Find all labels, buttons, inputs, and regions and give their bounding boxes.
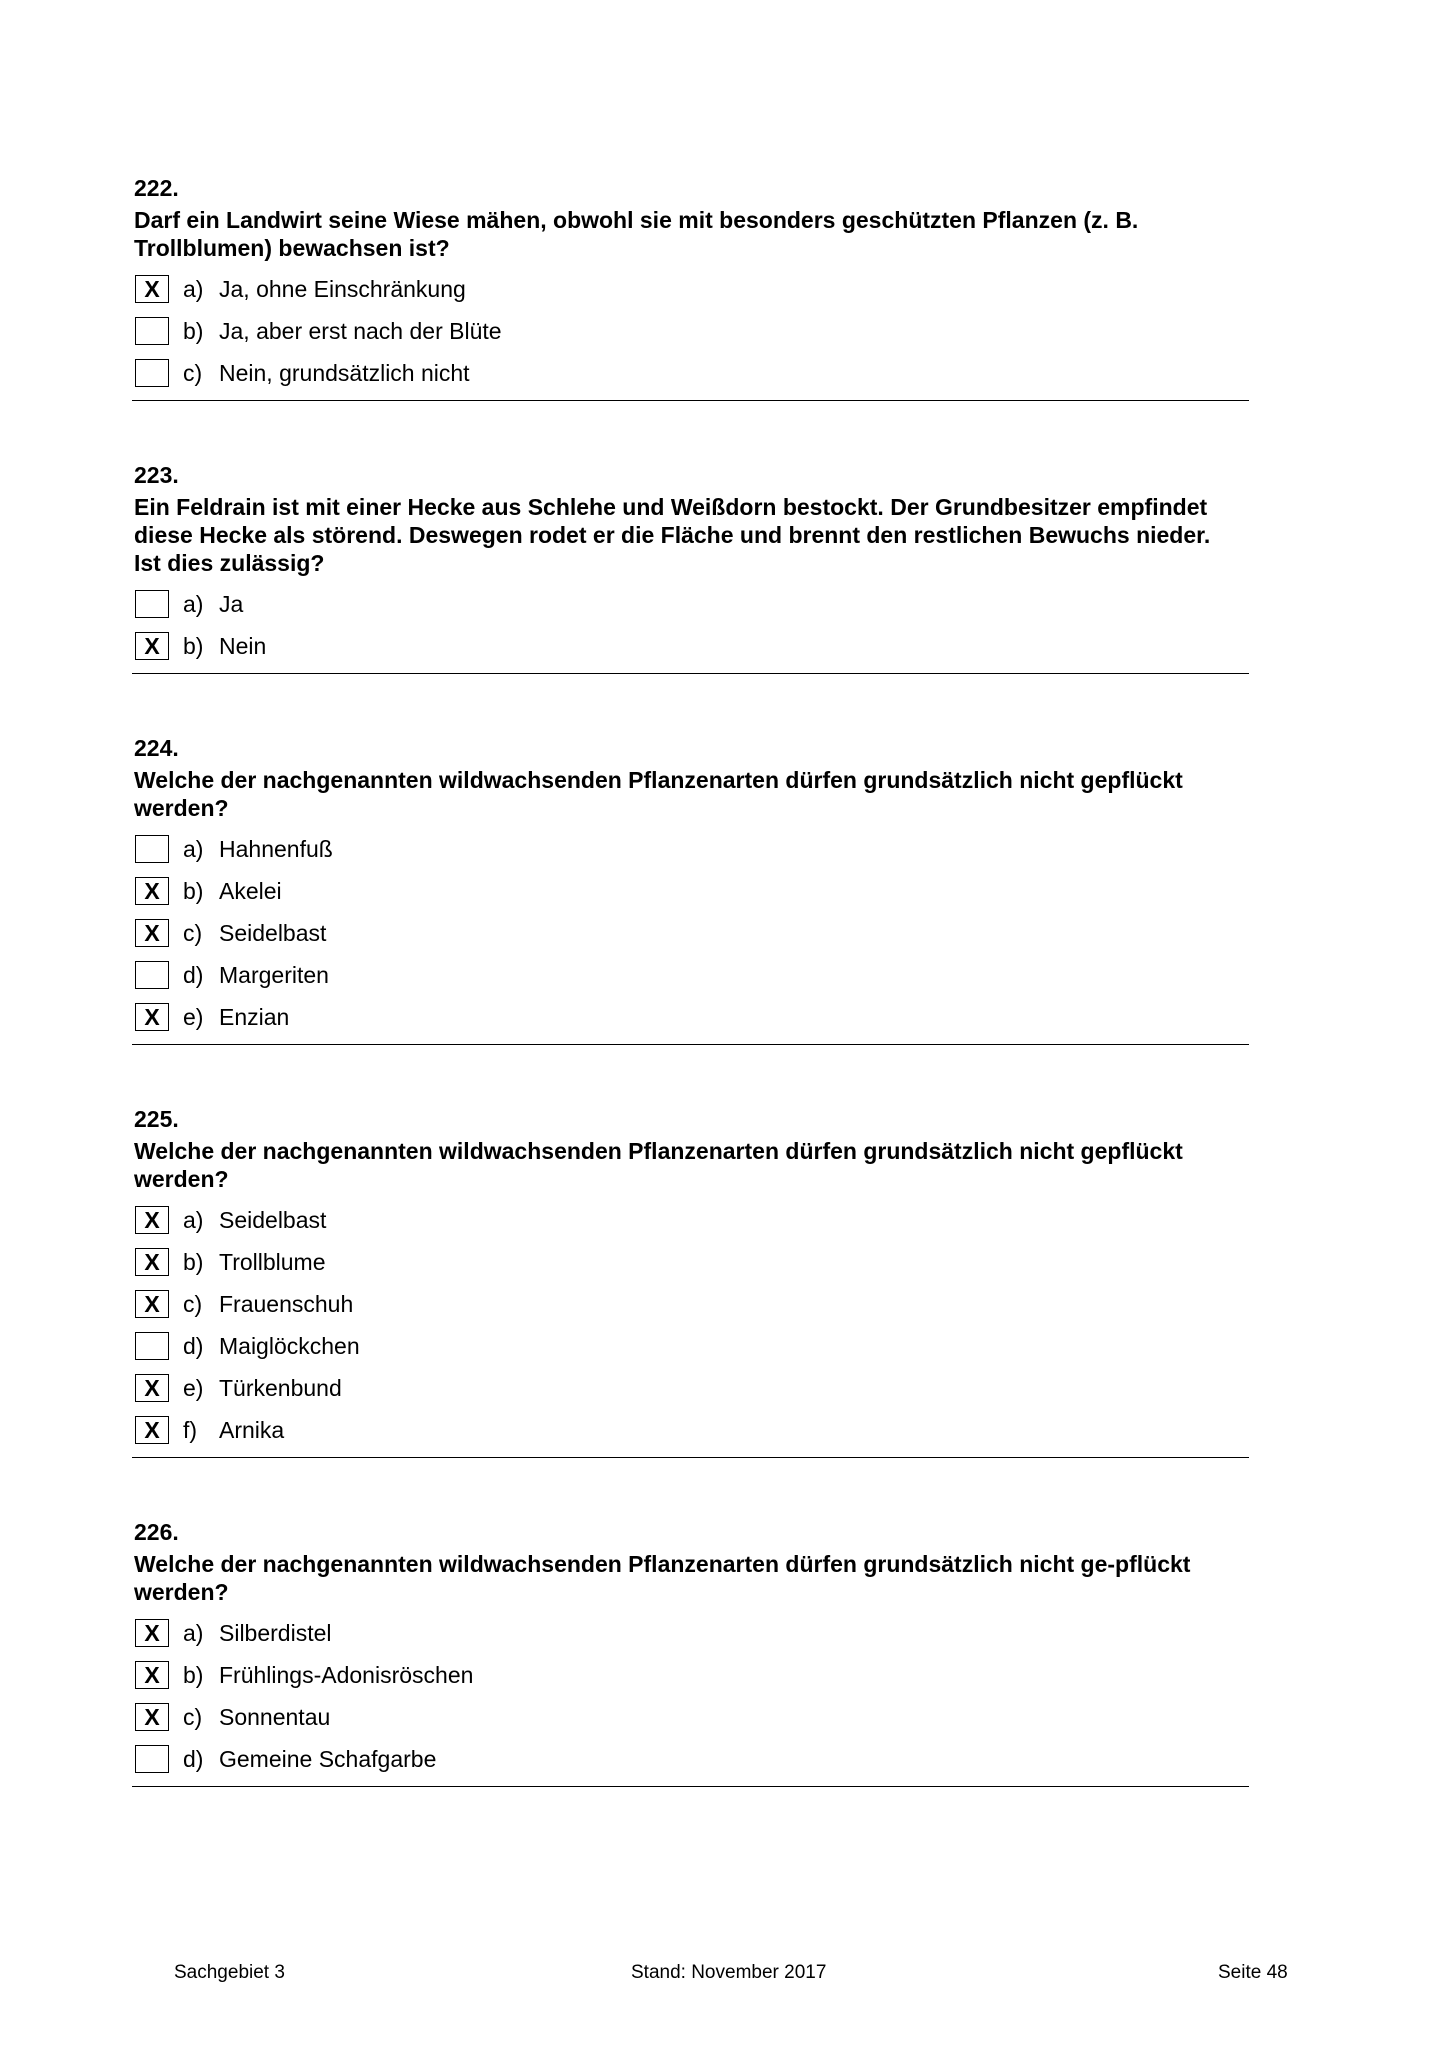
option-text: Sonnentau (219, 1703, 331, 1730)
option-text: Enzian (219, 1003, 290, 1030)
answer-option (132, 1738, 1249, 1780)
answer-option (132, 625, 1249, 667)
answer-option (132, 352, 1249, 394)
option-letter: b) (183, 1248, 204, 1275)
answer-option (132, 268, 1249, 310)
option-text: Silberdistel (219, 1619, 332, 1646)
option-letter: a) (183, 275, 204, 302)
option-letter: b) (183, 877, 204, 904)
answer-option (132, 1367, 1249, 1409)
option-letter: d) (183, 1332, 204, 1359)
answer-option (132, 583, 1249, 625)
question-text: Welche der nachgenannten wildwachsenden Pflanzenarten dürfen grundsätzlich nicht ge-pflückt werden? (134, 1551, 1191, 1605)
answer-option (132, 1654, 1249, 1696)
option-letter: e) (183, 1374, 204, 1401)
answer-checkbox[interactable] (135, 590, 169, 618)
answer-option (132, 1612, 1249, 1654)
answer-checkbox[interactable]: X (135, 1003, 169, 1031)
option-text: Frühlings-Adonisröschen (219, 1661, 474, 1688)
option-text: Seidelbast (219, 1206, 327, 1233)
option-letter: c) (183, 359, 203, 386)
question-text: Darf ein Landwirt seine Wiese mähen, obwohl sie mit besonders geschützten Pflanzen (z. B. Trollblumen) bewachsen ist? (134, 207, 1139, 261)
option-letter: b) (183, 317, 204, 344)
answer-option (132, 310, 1249, 352)
answer-option (132, 870, 1249, 912)
answer-option (132, 1199, 1249, 1241)
answer-checkbox[interactable]: X (135, 919, 169, 947)
question-text: Welche der nachgenannten wildwachsenden Pflanzenarten dürfen grundsätzlich nicht gepflückt werden? (134, 767, 1183, 821)
option-text: Margeriten (219, 961, 329, 988)
answer-checkbox[interactable]: X (135, 1416, 169, 1444)
question-block (132, 1518, 1249, 1787)
answer-checkbox[interactable]: X (135, 877, 169, 905)
question-number: 224. (134, 735, 179, 761)
answer-checkbox[interactable]: X (135, 1206, 169, 1234)
option-text: Trollblume (219, 1248, 326, 1275)
option-text: Seidelbast (219, 919, 327, 946)
footer-page-number: Seite 48 (1218, 1962, 1288, 1983)
question-number: 225. (134, 1106, 179, 1132)
answer-checkbox[interactable]: X (135, 1661, 169, 1689)
option-letter: c) (183, 919, 203, 946)
footer-date: Stand: November 2017 (631, 1962, 827, 1983)
question-block (132, 1105, 1249, 1458)
option-text: Akelei (219, 877, 282, 904)
option-letter: a) (183, 835, 204, 862)
question-block (132, 461, 1249, 674)
option-letter: f) (183, 1416, 198, 1443)
footer-section: Sachgebiet 3 (174, 1962, 285, 1983)
question-list (132, 168, 1249, 1847)
answer-checkbox[interactable]: X (135, 1248, 169, 1276)
option-letter: a) (183, 590, 204, 617)
answer-option (132, 1409, 1249, 1451)
option-text: Ja, ohne Einschränkung (219, 275, 466, 302)
option-letter: c) (183, 1290, 203, 1317)
answer-checkbox[interactable] (135, 1745, 169, 1773)
option-letter: e) (183, 1003, 204, 1030)
answer-option (132, 1283, 1249, 1325)
option-letter: b) (183, 1661, 204, 1688)
question-text: Ein Feldrain ist mit einer Hecke aus Schlehe und Weißdorn bestockt. Der Grundbesitzer empfindet diese Hecke als störend. Deswegen rodet er die Fläche und brennt den restlichen Bewuchs nieder. Ist dies zulässig? (134, 494, 1211, 576)
question-text: Welche der nachgenannten wildwachsenden Pflanzenarten dürfen grundsätzlich nicht gepflückt werden? (134, 1138, 1183, 1192)
question-number: 222. (134, 175, 179, 201)
option-text: Nein, grundsätzlich nicht (219, 359, 470, 386)
option-text: Ja (219, 590, 244, 617)
question-number: 223. (134, 462, 179, 488)
question-block (132, 174, 1249, 401)
answer-option (132, 1241, 1249, 1283)
option-text: Frauenschuh (219, 1290, 354, 1317)
answer-option (132, 954, 1249, 996)
answer-checkbox[interactable]: X (135, 1290, 169, 1318)
answer-option (132, 1325, 1249, 1367)
answer-checkbox[interactable]: X (135, 1619, 169, 1647)
option-text: Ja, aber erst nach der Blüte (219, 317, 502, 344)
answer-option (132, 1696, 1249, 1738)
answer-checkbox[interactable] (135, 359, 169, 387)
answer-option (132, 996, 1249, 1038)
answer-checkbox[interactable] (135, 961, 169, 989)
answer-option (132, 828, 1249, 870)
answer-checkbox[interactable]: X (135, 275, 169, 303)
answer-checkbox[interactable] (135, 835, 169, 863)
question-block (132, 734, 1249, 1045)
answer-checkbox[interactable]: X (135, 632, 169, 660)
answer-checkbox[interactable] (135, 1332, 169, 1360)
answer-checkbox[interactable]: X (135, 1703, 169, 1731)
option-letter: c) (183, 1703, 203, 1730)
option-letter: a) (183, 1619, 204, 1646)
option-text: Gemeine Schafgarbe (219, 1745, 437, 1772)
answer-checkbox[interactable] (135, 317, 169, 345)
option-text: Hahnenfuß (219, 835, 333, 862)
option-text: Maiglöckchen (219, 1332, 360, 1359)
option-letter: d) (183, 1745, 204, 1772)
option-text: Arnika (219, 1416, 285, 1443)
answer-option (132, 912, 1249, 954)
option-letter: d) (183, 961, 204, 988)
answer-checkbox[interactable]: X (135, 1374, 169, 1402)
option-letter: b) (183, 632, 204, 659)
option-letter: a) (183, 1206, 204, 1233)
question-number: 226. (134, 1519, 179, 1545)
option-text: Türkenbund (219, 1374, 342, 1401)
option-text: Nein (219, 632, 267, 659)
